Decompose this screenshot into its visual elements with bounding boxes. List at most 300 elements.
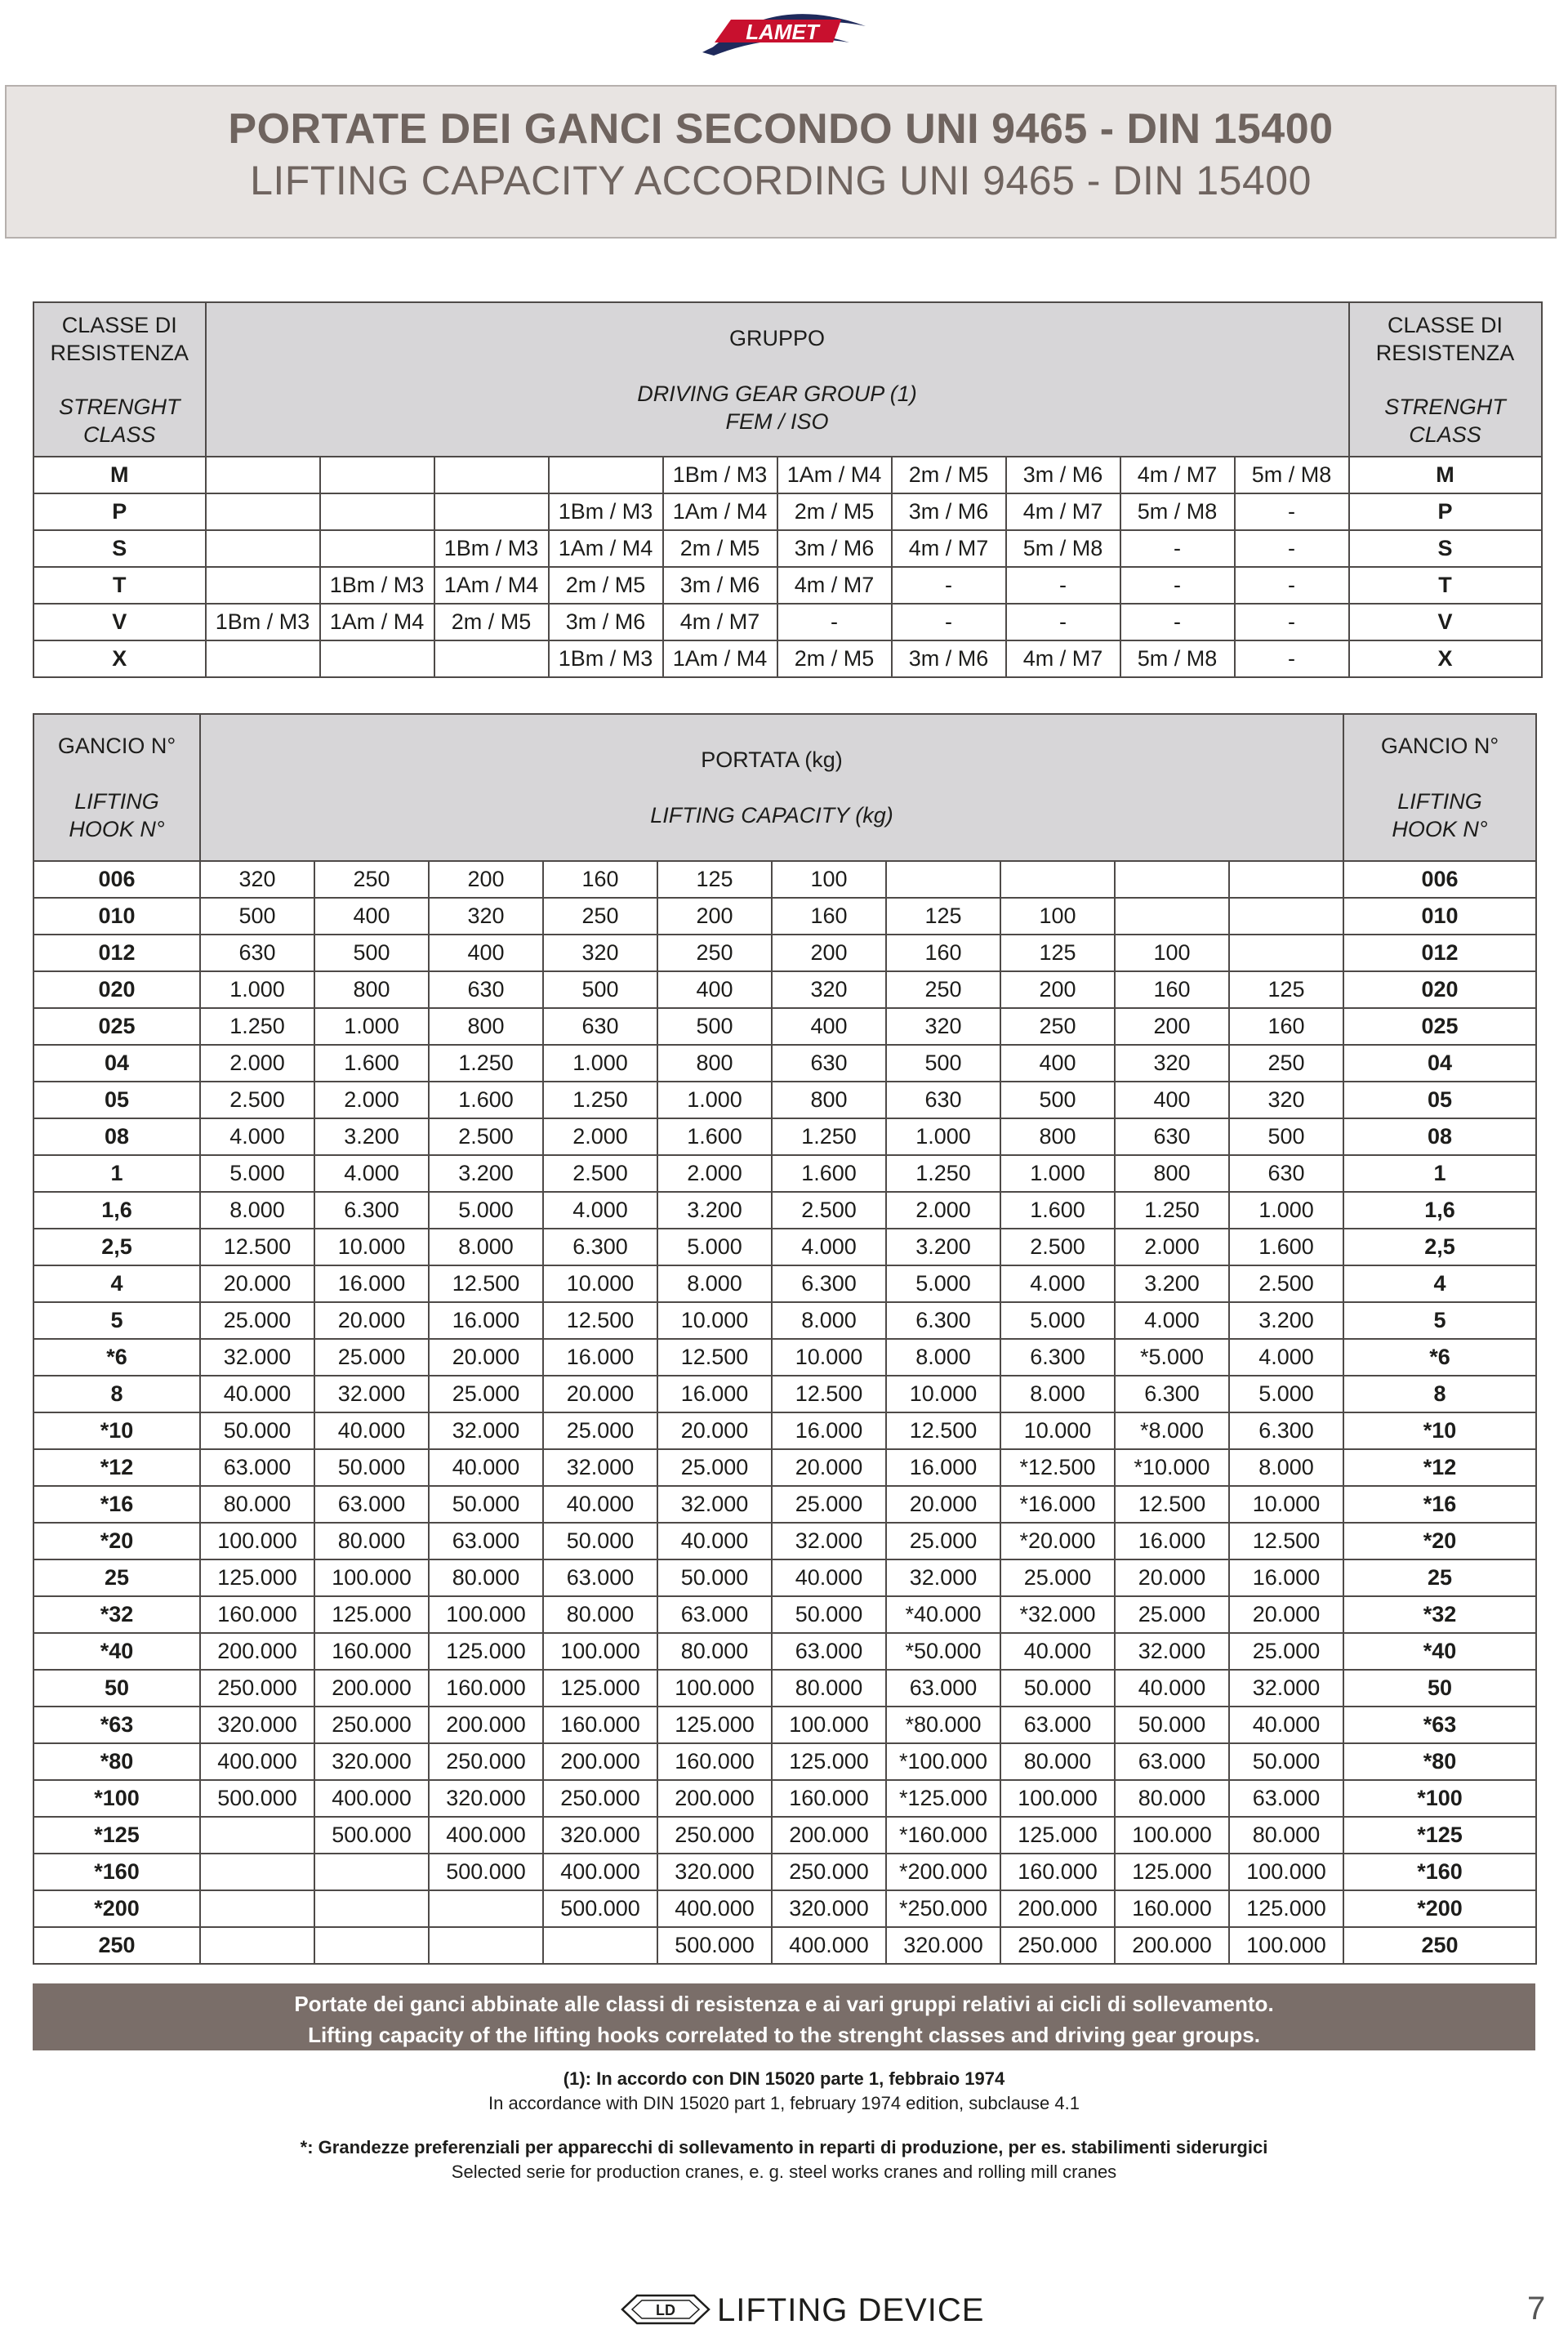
summary-banner (33, 1983, 1535, 2050)
capacity-table-row-label: 1,6 (33, 1192, 200, 1229)
capacity-table-row (33, 1670, 1536, 1707)
class-table-cell: - (1235, 493, 1349, 530)
capacity-table-cell: 320.000 (657, 1854, 772, 1890)
capacity-table-cell: 1.250 (200, 1008, 314, 1045)
capacity-table-row-label-right: 010 (1343, 898, 1536, 935)
capacity-table-row (33, 1817, 1536, 1854)
class-table-cell: - (1235, 530, 1349, 567)
capacity-table-cell: 100.000 (314, 1559, 429, 1596)
class-table-cell: - (1235, 604, 1349, 640)
capacity-table-cell: 200.000 (200, 1633, 314, 1670)
capacity-table-cell: 250 (886, 971, 1000, 1008)
class-table-row (33, 640, 1542, 677)
capacity-table-cell: 1.000 (1000, 1155, 1115, 1192)
capacity-table-cell: 4.000 (772, 1229, 886, 1265)
capacity-table-row-label: 012 (33, 935, 200, 971)
class-header-left-it: CLASSE DI RESISTENZA (50, 312, 189, 365)
capacity-table-row (33, 1707, 1536, 1743)
capacity-table-row-label-right: 50 (1343, 1670, 1536, 1707)
capacity-table-row-label-right: 1 (1343, 1155, 1536, 1192)
capacity-table-cell: 320.000 (314, 1743, 429, 1780)
capacity-table-cell: 200 (772, 935, 886, 971)
capacity-table-cell: 630 (1115, 1118, 1229, 1155)
capacity-table-cell: 1.600 (772, 1155, 886, 1192)
capacity-table-cell: 100 (1000, 898, 1115, 935)
capacity-table-cell: *125.000 (886, 1780, 1000, 1817)
capacity-table-cell: 10.000 (1229, 1486, 1343, 1523)
capacity-table-cell: 200.000 (1115, 1927, 1229, 1964)
capacity-table-row-label-right: *80 (1343, 1743, 1536, 1780)
capacity-table-row-label: *125 (33, 1817, 200, 1854)
class-table-cell: 1Bm / M3 (549, 493, 663, 530)
capacity-table-cell: 3.200 (1229, 1302, 1343, 1339)
capacity-table-row (33, 1008, 1536, 1045)
capacity-table-cell: 250.000 (314, 1707, 429, 1743)
capacity-table-cell: 12.500 (543, 1302, 657, 1339)
capacity-table-cell: 6.300 (314, 1192, 429, 1229)
capacity-table-cell: 200.000 (314, 1670, 429, 1707)
capacity-table-cell (314, 1927, 429, 1964)
capacity-table-cell: 500 (886, 1045, 1000, 1082)
capacity-table-row (33, 1082, 1536, 1118)
lifting-device-logo-icon (621, 2294, 710, 2325)
footnote-2-en: Selected serie for production cranes, e. g. steel works cranes and rolling mill cranes (451, 2162, 1117, 2182)
capacity-table-header (33, 714, 1536, 861)
capacity-table-cell: 3.200 (429, 1155, 543, 1192)
class-table-cell (320, 457, 434, 493)
capacity-table-cell (1115, 898, 1229, 935)
capacity-table-row (33, 1780, 1536, 1817)
capacity-table-cell: 100 (1115, 935, 1229, 971)
capacity-table-cell: 500 (314, 935, 429, 971)
capacity-table-cell: 1.000 (886, 1118, 1000, 1155)
capacity-table-row-label: 025 (33, 1008, 200, 1045)
capacity-table-cell: 100.000 (429, 1596, 543, 1633)
capacity-table-cell: 100 (772, 861, 886, 898)
banner-text-en: Lifting capacity of the lifting hooks correlated to the strenght classes and driving gear groups. (308, 2023, 1260, 2047)
capacity-table-row-label-right: 04 (1343, 1045, 1536, 1082)
capacity-table-cell: 80.000 (543, 1596, 657, 1633)
capacity-table-cell: 1.250 (543, 1082, 657, 1118)
capacity-table-row-label-right: *16 (1343, 1486, 1536, 1523)
footnote-1-it: (1): In accordo con DIN 15020 parte 1, febbraio 1974 (563, 2068, 1005, 2089)
capacity-table-cell: 5.000 (200, 1155, 314, 1192)
capacity-table-row-label: *20 (33, 1523, 200, 1559)
class-table-cell: - (1235, 640, 1349, 677)
capacity-table-cell: 250 (314, 861, 429, 898)
capacity-table-cell: 1.600 (657, 1118, 772, 1155)
capacity-table-cell: 125 (886, 898, 1000, 935)
capacity-table-cell: 16.000 (772, 1412, 886, 1449)
capacity-table-cell: 200.000 (772, 1817, 886, 1854)
capacity-table-row-label: *6 (33, 1339, 200, 1376)
capacity-table-cell: 50.000 (314, 1449, 429, 1486)
capacity-table-cell: 400.000 (543, 1854, 657, 1890)
capacity-table-cell: 160 (1115, 971, 1229, 1008)
capacity-table-cell: 200 (429, 861, 543, 898)
capacity-header-right (1343, 714, 1536, 861)
capacity-table-cell (429, 1890, 543, 1927)
capacity-table-cell: 4.000 (1115, 1302, 1229, 1339)
capacity-table-cell: 250.000 (200, 1670, 314, 1707)
capacity-table-cell: 32.000 (657, 1486, 772, 1523)
capacity-table-row-label: 5 (33, 1302, 200, 1339)
capacity-table-cell: 25.000 (772, 1486, 886, 1523)
class-table-cell: 5m / M8 (1120, 493, 1235, 530)
capacity-table-cell: 100.000 (657, 1670, 772, 1707)
capacity-table-cell: 32.000 (314, 1376, 429, 1412)
capacity-table-row-label-right: *125 (1343, 1817, 1536, 1854)
capacity-table-cell: 500.000 (657, 1927, 772, 1964)
capacity-table-cell: 200.000 (657, 1780, 772, 1817)
capacity-table-cell: 25.000 (543, 1412, 657, 1449)
class-table-cell: - (1235, 567, 1349, 604)
capacity-header-mid-it: PORTATA (kg) (701, 747, 843, 772)
capacity-table-row (33, 1412, 1536, 1449)
capacity-header-left (33, 714, 200, 861)
capacity-table-row (33, 1118, 1536, 1155)
class-table-header (33, 302, 1542, 457)
capacity-table-row (33, 1155, 1536, 1192)
capacity-table-cell: 100.000 (1229, 1854, 1343, 1890)
capacity-table-cell: 25.000 (429, 1376, 543, 1412)
capacity-table-row-label: *32 (33, 1596, 200, 1633)
class-table-cell: 1Bm / M3 (663, 457, 777, 493)
capacity-table-cell: 20.000 (886, 1486, 1000, 1523)
capacity-table-cell: 320.000 (886, 1927, 1000, 1964)
capacity-table-cell: 250.000 (543, 1780, 657, 1817)
capacity-table-row-label-right: 1,6 (1343, 1192, 1536, 1229)
capacity-table-row-label-right: *12 (1343, 1449, 1536, 1486)
capacity-table-cell: 400.000 (314, 1780, 429, 1817)
capacity-table-row-label-right: 05 (1343, 1082, 1536, 1118)
lamet-logo (678, 2, 890, 69)
capacity-table-cell: 25.000 (200, 1302, 314, 1339)
class-header-right-it: CLASSE DI RESISTENZA (1375, 312, 1515, 365)
capacity-table-cell: 160.000 (543, 1707, 657, 1743)
capacity-table-cell: 1.600 (429, 1082, 543, 1118)
capacity-table-row (33, 1854, 1536, 1890)
footer-logo-text: LD (656, 2302, 675, 2318)
capacity-table-cell (200, 1927, 314, 1964)
capacity-table-row (33, 1559, 1536, 1596)
capacity-table-cell: 25.000 (1000, 1559, 1115, 1596)
capacity-table-row (33, 898, 1536, 935)
class-table-cell: 4m / M7 (1120, 457, 1235, 493)
capacity-table-cell: 800 (1000, 1118, 1115, 1155)
capacity-table-cell: 500.000 (314, 1817, 429, 1854)
capacity-table-cell: 125.000 (772, 1743, 886, 1780)
class-table-cell (434, 640, 549, 677)
capacity-table-cell (543, 1927, 657, 1964)
capacity-table-cell: 40.000 (657, 1523, 772, 1559)
capacity-table-cell: 200.000 (429, 1707, 543, 1743)
capacity-table-cell: 2.000 (543, 1118, 657, 1155)
class-table-cell: 3m / M6 (549, 604, 663, 640)
class-table-cell: - (1120, 567, 1235, 604)
capacity-table-cell: 40.000 (1000, 1633, 1115, 1670)
capacity-table-cell: 320 (886, 1008, 1000, 1045)
capacity-table-cell: 160.000 (1000, 1854, 1115, 1890)
capacity-table-cell: 5.000 (1000, 1302, 1115, 1339)
class-header-mid-en1: DRIVING GEAR GROUP (1) (637, 381, 917, 406)
class-table-cell: 4m / M7 (777, 567, 892, 604)
capacity-table-cell: 4.000 (1000, 1265, 1115, 1302)
capacity-table-cell: 80.000 (772, 1670, 886, 1707)
capacity-table-cell: 80.000 (1229, 1817, 1343, 1854)
capacity-table-row-label-right: *63 (1343, 1707, 1536, 1743)
capacity-table-cell: 8.000 (200, 1192, 314, 1229)
capacity-header-left-en: LIFTING HOOK N° (69, 789, 165, 841)
capacity-table-cell: 400.000 (772, 1927, 886, 1964)
capacity-table-cell: 2.000 (314, 1082, 429, 1118)
capacity-table-cell: 10.000 (772, 1339, 886, 1376)
capacity-table-cell: 1.250 (429, 1045, 543, 1082)
capacity-table-cell (1115, 861, 1229, 898)
class-table-row-label-right: X (1349, 640, 1542, 677)
capacity-table-cell: 500 (1229, 1118, 1343, 1155)
class-table-cell: 5m / M8 (1235, 457, 1349, 493)
capacity-table-row (33, 1743, 1536, 1780)
class-table-cell: 5m / M8 (1120, 640, 1235, 677)
capacity-table-cell: *160.000 (886, 1817, 1000, 1854)
capacity-table-cell: 500 (200, 898, 314, 935)
capacity-table-cell (314, 1854, 429, 1890)
capacity-table-row-label: 4 (33, 1265, 200, 1302)
capacity-table-cell: 20.000 (429, 1339, 543, 1376)
capacity-table-row-label-right: 020 (1343, 971, 1536, 1008)
capacity-table-cell: 80.000 (314, 1523, 429, 1559)
capacity-table-cell: 500 (543, 971, 657, 1008)
capacity-table-cell: 250 (657, 935, 772, 971)
capacity-table-row-label: 020 (33, 971, 200, 1008)
capacity-table-row-label: 2,5 (33, 1229, 200, 1265)
capacity-table-row-label-right: *32 (1343, 1596, 1536, 1633)
capacity-table-row (33, 1265, 1536, 1302)
capacity-table-cell: 80.000 (200, 1486, 314, 1523)
class-table-cell: 3m / M6 (663, 567, 777, 604)
capacity-table-cell: 160 (543, 861, 657, 898)
capacity-table-cell: 2.500 (543, 1155, 657, 1192)
class-table-row-label: T (33, 567, 206, 604)
capacity-table-cell (314, 1890, 429, 1927)
capacity-table-row (33, 1523, 1536, 1559)
capacity-table-row-label-right: 006 (1343, 861, 1536, 898)
class-table-row-label: M (33, 457, 206, 493)
capacity-table-cell: 20.000 (200, 1265, 314, 1302)
capacity-table-row-label-right: 012 (1343, 935, 1536, 971)
class-table-cell: 4m / M7 (663, 604, 777, 640)
capacity-table-row (33, 1486, 1536, 1523)
class-table-cell (320, 493, 434, 530)
capacity-table-row (33, 1192, 1536, 1229)
capacity-table-cell: 5.000 (1229, 1376, 1343, 1412)
capacity-table-cell: 400.000 (429, 1817, 543, 1854)
capacity-table-cell: 800 (429, 1008, 543, 1045)
capacity-table-cell: 6.300 (886, 1302, 1000, 1339)
capacity-table-cell: 20.000 (1115, 1559, 1229, 1596)
capacity-table-cell: 16.000 (543, 1339, 657, 1376)
capacity-table-cell: 125.000 (200, 1559, 314, 1596)
capacity-table-cell (1229, 898, 1343, 935)
capacity-table-cell: 400 (1115, 1082, 1229, 1118)
capacity-table-row-label-right: 2,5 (1343, 1229, 1536, 1265)
capacity-table-cell: 32.000 (1229, 1670, 1343, 1707)
class-table-cell: - (1120, 530, 1235, 567)
class-table-row-label-right: S (1349, 530, 1542, 567)
capacity-table-cell: 4.000 (200, 1118, 314, 1155)
capacity-table-row-label-right: *160 (1343, 1854, 1536, 1890)
capacity-table-cell: 100.000 (772, 1707, 886, 1743)
capacity-table-cell: 400 (429, 935, 543, 971)
capacity-table-row (33, 1376, 1536, 1412)
capacity-table-cell: 100.000 (543, 1633, 657, 1670)
capacity-table-cell: 320 (429, 898, 543, 935)
capacity-header-right-en: LIFTING HOOK N° (1392, 789, 1488, 841)
capacity-table-cell: 320.000 (200, 1707, 314, 1743)
capacity-table-row (33, 1927, 1536, 1964)
lifting-capacity-table (33, 713, 1537, 1965)
banner-text-it: Portate dei ganci abbinate alle classi di resistenza e ai vari gruppi relativi ai cicli di sollevamento. (294, 1992, 1274, 2016)
capacity-table-cell: 160.000 (1115, 1890, 1229, 1927)
capacity-table-cell: 16.000 (886, 1449, 1000, 1486)
capacity-table-cell: 1.600 (314, 1045, 429, 1082)
class-table-row (33, 530, 1542, 567)
capacity-table-cell: 8.000 (772, 1302, 886, 1339)
capacity-table-cell: 50.000 (200, 1412, 314, 1449)
class-table-row (33, 567, 1542, 604)
capacity-table-cell: 400 (657, 971, 772, 1008)
capacity-table-row (33, 1045, 1536, 1082)
capacity-table-cell: 32.000 (200, 1339, 314, 1376)
capacity-table-cell: 250 (543, 898, 657, 935)
class-table-row-label: X (33, 640, 206, 677)
capacity-header-mid-en: LIFTING CAPACITY (kg) (650, 803, 893, 828)
class-table-cell: 1Am / M4 (320, 604, 434, 640)
capacity-table-cell: 12.500 (1229, 1523, 1343, 1559)
capacity-table-cell: 630 (200, 935, 314, 971)
class-table-cell: 2m / M5 (777, 640, 892, 677)
capacity-table-cell: 250 (1000, 1008, 1115, 1045)
capacity-table-row (33, 1339, 1536, 1376)
capacity-table-cell: 160 (1229, 1008, 1343, 1045)
class-table-row (33, 493, 1542, 530)
class-table-cell: 1Bm / M3 (434, 530, 549, 567)
capacity-table-cell: 500.000 (200, 1780, 314, 1817)
capacity-table-cell: 500 (1000, 1082, 1115, 1118)
capacity-table-cell: 40.000 (429, 1449, 543, 1486)
class-table-cell: 3m / M6 (1006, 457, 1120, 493)
class-table-cell (434, 493, 549, 530)
capacity-table-cell: 50.000 (543, 1523, 657, 1559)
class-table-cell (206, 493, 320, 530)
capacity-table-cell: 63.000 (772, 1633, 886, 1670)
class-table-cell: - (1006, 604, 1120, 640)
capacity-table-cell: 12.500 (772, 1376, 886, 1412)
capacity-table-cell: 50.000 (772, 1596, 886, 1633)
capacity-table-cell: 800 (772, 1082, 886, 1118)
capacity-table-cell (200, 1890, 314, 1927)
capacity-table-cell: 100.000 (1000, 1780, 1115, 1817)
footer-brand-text: LIFTING DEVICE (717, 2292, 985, 2328)
capacity-table-cell: 125.000 (1000, 1817, 1115, 1854)
logo-text: LAMET (746, 20, 819, 44)
class-table-cell (434, 457, 549, 493)
page-subtitle: LIFTING CAPACITY ACCORDING UNI 9465 - DIN 15400 (250, 158, 1312, 203)
capacity-table-cell: 125.000 (1115, 1854, 1229, 1890)
capacity-table-cell: 320 (1115, 1045, 1229, 1082)
capacity-table-row-label: *200 (33, 1890, 200, 1927)
capacity-table-row-label-right: 8 (1343, 1376, 1536, 1412)
capacity-table-cell: 12.500 (429, 1265, 543, 1302)
capacity-table-cell: 16.000 (657, 1376, 772, 1412)
capacity-table-cell: 2.500 (1000, 1229, 1115, 1265)
capacity-table-cell: 32.000 (429, 1412, 543, 1449)
capacity-table-row-label: 25 (33, 1559, 200, 1596)
capacity-table-cell: 8.000 (657, 1265, 772, 1302)
class-table-cell: - (1120, 604, 1235, 640)
capacity-table-cell: 20.000 (314, 1302, 429, 1339)
class-table-row-label: S (33, 530, 206, 567)
capacity-table-cell: 630 (772, 1045, 886, 1082)
capacity-table-cell: 80.000 (1115, 1780, 1229, 1817)
capacity-table-cell: 200 (1000, 971, 1115, 1008)
capacity-table-cell: *10.000 (1115, 1449, 1229, 1486)
capacity-table-row-label: *40 (33, 1633, 200, 1670)
class-table-cell: 1Am / M4 (434, 567, 549, 604)
class-table-cell: 1Bm / M3 (549, 640, 663, 677)
capacity-table-cell: 630 (543, 1008, 657, 1045)
capacity-table-cell: 16.000 (429, 1302, 543, 1339)
capacity-table-cell: *100.000 (886, 1743, 1000, 1780)
capacity-table-cell: 1.250 (1115, 1192, 1229, 1229)
capacity-header-left-it: GANCIO N° (57, 734, 176, 758)
capacity-table-cell: *80.000 (886, 1707, 1000, 1743)
class-table-row-label-right: P (1349, 493, 1542, 530)
class-table-cell (206, 640, 320, 677)
capacity-table-row-label-right: 08 (1343, 1118, 1536, 1155)
capacity-table-row (33, 1596, 1536, 1633)
capacity-table-cell: 40.000 (543, 1486, 657, 1523)
capacity-table-cell: *5.000 (1115, 1339, 1229, 1376)
footnote-2-it: *: Grandezze preferenziali per apparecchi di sollevamento in reparti di produzione, per es. stabilimenti siderurgici (300, 2137, 1268, 2157)
capacity-table-cell: 6.300 (1000, 1339, 1115, 1376)
capacity-table-cell: 1.000 (314, 1008, 429, 1045)
class-table-cell: 3m / M6 (892, 640, 1006, 677)
capacity-table-cell: 200.000 (1000, 1890, 1115, 1927)
capacity-table-cell: 160 (772, 898, 886, 935)
capacity-table-cell: *16.000 (1000, 1486, 1115, 1523)
class-table-cell: 4m / M7 (1006, 493, 1120, 530)
capacity-table-cell: 630 (429, 971, 543, 1008)
capacity-table-cell: 3.200 (886, 1229, 1000, 1265)
capacity-table-cell: 16.000 (314, 1265, 429, 1302)
capacity-table-cell: 160.000 (772, 1780, 886, 1817)
capacity-table-cell: 10.000 (543, 1265, 657, 1302)
capacity-table-cell: 10.000 (314, 1229, 429, 1265)
capacity-table-cell: 500.000 (543, 1890, 657, 1927)
class-header-mid-it: GRUPPO (728, 325, 826, 350)
class-header-left (33, 302, 206, 457)
capacity-table-cell: 125 (1229, 971, 1343, 1008)
capacity-table-row-label-right: *6 (1343, 1339, 1536, 1376)
capacity-table-cell: 400 (772, 1008, 886, 1045)
capacity-table-cell: 1.000 (657, 1082, 772, 1118)
capacity-table-row-label: *100 (33, 1780, 200, 1817)
class-table-cell: 1Am / M4 (663, 493, 777, 530)
capacity-table-cell (1000, 861, 1115, 898)
class-table-cell: - (1006, 567, 1120, 604)
